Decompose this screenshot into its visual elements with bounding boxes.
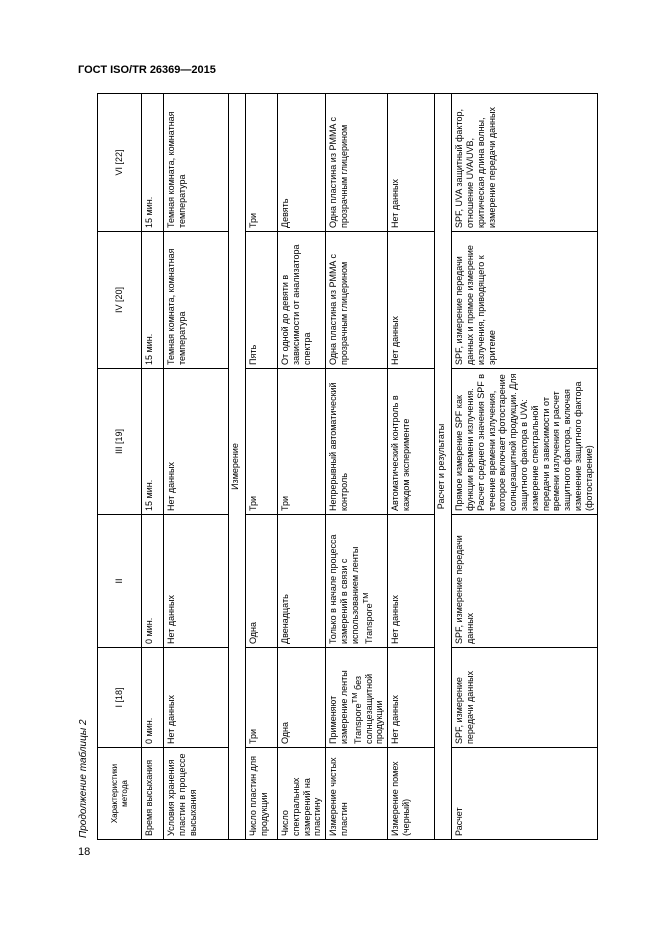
table-cell: SPF, измерение передачи данных и прямое измерение излучения, приводящего к эритеме [452,232,597,369]
table-cell: Девять [278,94,326,232]
row-label: Условия хранения пластин в процессе высыхания [164,748,229,840]
table-cell: 15 мин. [142,94,164,232]
methods-table [97,93,598,840]
table-cell: SPF, измерение передачи данных [452,515,597,648]
table-cell: Одна пластина из PMMA с прозрачным глицерином [326,232,388,369]
table-cell: Одна [278,648,326,748]
table-row-spectral-measurements [278,94,326,840]
col-header-method-3: III [19] [98,369,142,515]
table-cell: Нет данных [164,515,229,648]
table-cell: 15 мин. [142,369,164,515]
table-row-storage-conditions [164,94,229,840]
cell-text: без солнцезащитной продукции [352,673,385,744]
table-row-drying-time [142,94,164,840]
table-cell: SPF, измерение передачи данных [452,648,597,748]
table-cell: От одной до девяти в зависимости от анализатора спектра [278,232,326,369]
table-cell [326,515,388,648]
col-header-method-4: IV [20] [98,232,142,369]
table-row-blank-plates [326,94,388,840]
table-cell: 0 мин. [142,648,164,748]
col-header-method-1: I [18] [98,648,142,748]
page-number: 18 [78,846,91,858]
trademark-sup: TM [360,592,370,604]
table-cell: Нет данных [164,648,229,748]
table-cell: 0 мин. [142,515,164,648]
section-row-results [435,94,452,840]
row-label: Число спектральных измерений на пластину [278,748,326,840]
table-cell: Двенадцать [278,515,326,648]
table-cell: Автоматический контроль в каждом эксперименте [388,369,435,515]
table-cell: Темная комната, комнатная температура [164,232,229,369]
row-label: Время высыхания [142,748,164,840]
document-header: ГОСТ ISO/TR 26369—2015 [78,64,216,76]
section-title: Измерение [229,94,246,840]
table-cell: Три [246,94,278,232]
table-cell [326,648,388,748]
table-cell: Нет данных [388,232,435,369]
table-cell: 15 мин. [142,232,164,369]
table-cell: Темная комната, комнатная температура [164,94,229,232]
table-header-row [98,94,142,840]
rotated-table-container [97,94,595,840]
trademark-sup: TM [349,692,359,704]
row-label: Число пластин для продукции [246,748,278,840]
col-header-method-2: II [98,515,142,648]
row-label: Измерение чистых пластин [326,748,388,840]
col-header-method-6: VI [22] [98,94,142,232]
table-row-calculation [452,94,597,840]
table-cell: Нет данных [388,515,435,648]
cell-text: Только в начале процесса измерений в связи с использованием ленты Transpore [328,534,374,644]
table-cell: SPF, UVA защитный фактор, отношение UVA/UVB, критическая длина волны, измерение передачи данных [452,94,597,232]
table-cell: Три [278,369,326,515]
table-cell: Нет данных [388,94,435,232]
table-cell: Три [246,369,278,515]
table-cell: Нет данных [164,369,229,515]
table-cell: Одна пластина из PMMA с прозрачным глицерином [326,94,388,232]
table-cell: Одна [246,515,278,648]
table-row-plate-count [246,94,278,840]
table-continuation-label: Продолжение таблицы 2 [78,719,89,838]
table-cell: Нет данных [388,648,435,748]
table-row-noise [388,94,435,840]
table-cell: Прямое измерение SPF как функции времени излучения. Расчет среднего значения SPF в течение времени излучения, которое включает фотостарение солнцезащитной продукции. Для защитного фактора в UVA: измерение спектральной передачи в зависимости от времени излучения и расчет защитного фактора, включая изменение защитного фактора (фотостарение) [452,369,597,515]
col-header-characteristics: Характеристики метода [98,748,142,840]
row-label: Измерение помех (черный) [388,748,435,840]
table-cell: Три [246,648,278,748]
section-title: Расчет и результаты [435,94,452,840]
table-cell: Пять [246,232,278,369]
row-label: Расчет [452,748,597,840]
section-row-measurement [229,94,246,840]
table-cell: Непрерывный автоматический контроль [326,369,388,515]
cell-text: Применяют измерение ленты Transpore [328,670,363,744]
